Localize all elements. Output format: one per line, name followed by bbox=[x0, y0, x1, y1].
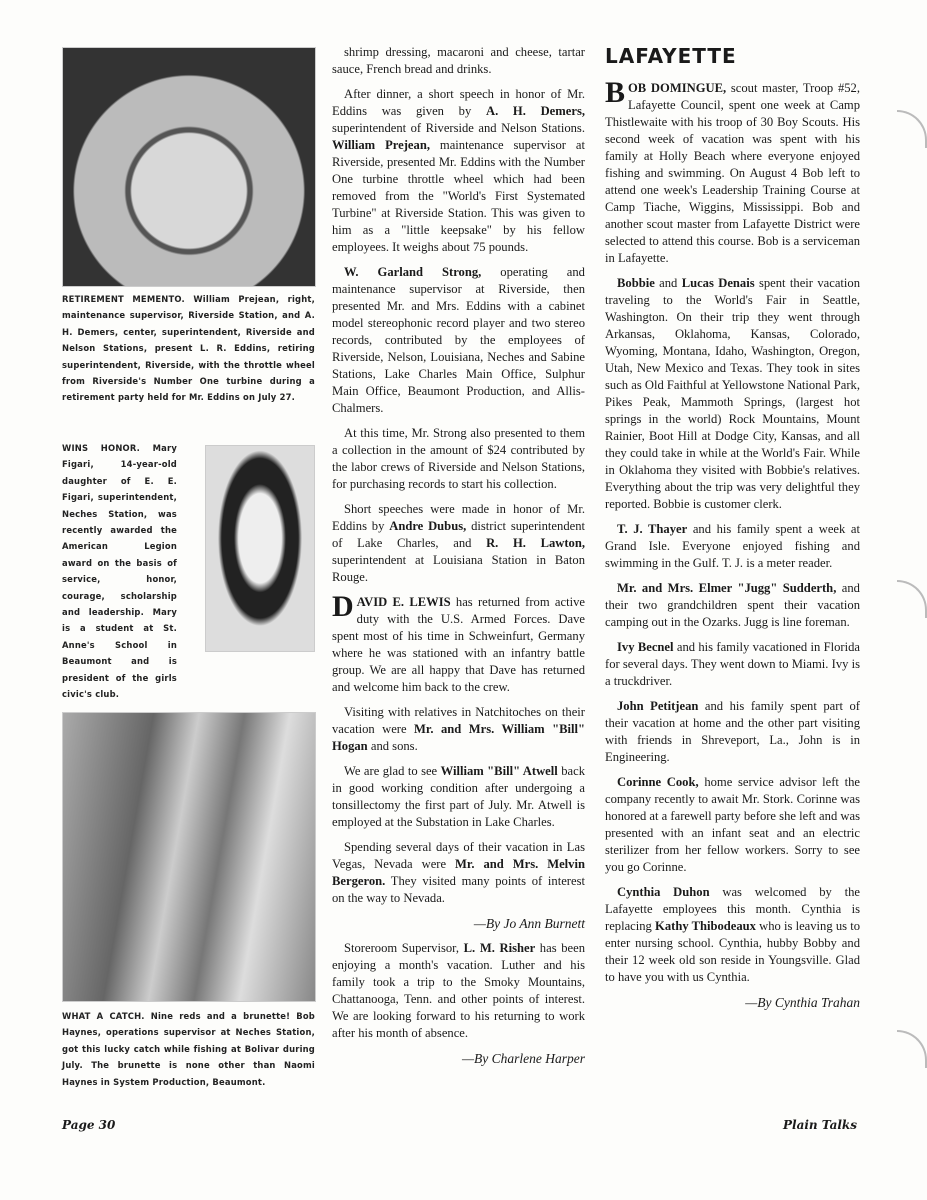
article-paragraph bbox=[332, 86, 585, 256]
bold-name: W. Garland Strong, bbox=[344, 265, 482, 279]
bold-name: Bobbie bbox=[617, 276, 655, 290]
text-run: was welcomed by the Lafayette employees this month. Cynthia is replacing bbox=[605, 885, 860, 933]
text-run: and his family vacationed in Florida for several days. They went down to Miami. Ivy is a truckdriver. bbox=[605, 640, 860, 688]
drop-cap: D bbox=[332, 590, 354, 623]
page-number: Page 30 bbox=[62, 1118, 116, 1132]
bold-name: Cynthia Duhon bbox=[617, 885, 710, 899]
article-paragraph bbox=[605, 521, 860, 572]
retirement-photo bbox=[62, 47, 316, 287]
text-run: After dinner, a short speech in honor of Mr. Eddins was given by bbox=[332, 87, 585, 118]
retirement-caption: RETIREMENT MEMENTO. William Prejean, right, maintenance supervisor, Riverside Station, and A. H. Demers, center, superintendent, Riverside and Nelson Stations, present L. R. Eddins, retiring superintendent, Riverside, with the throttle wheel from Riverside's Number One turbine during a retirement party held for Mr. Eddins on July 27. bbox=[62, 294, 315, 403]
bold-name: R. H. Lawton, bbox=[486, 536, 586, 550]
text-run: who is leaving us to enter nursing school. Cynthia, hubby Bobby and their 12 week old son reside in Youngsville. Glad to have you with us Cynthia. bbox=[605, 919, 860, 984]
middle-column bbox=[332, 44, 585, 1075]
article-paragraph bbox=[332, 839, 585, 907]
text-run: shrimp dressing, macaroni and cheese, tartar sauce, French bread and drinks. bbox=[332, 45, 585, 76]
article-paragraph bbox=[332, 590, 585, 696]
text-run: and sons. bbox=[367, 739, 418, 753]
bold-name: Ivy Becnel bbox=[617, 640, 674, 654]
article-paragraph bbox=[605, 275, 860, 513]
bold-name: John Petitjean bbox=[617, 699, 699, 713]
text-run: has returned from active duty with the U.S. Armed Forces. Dave spent most of his time in Schweinfurt, Germany where he was stationed with an infantry battle group. We are all happy that Dave has returned and welcome him back to the crew. bbox=[332, 595, 585, 694]
bold-name: Lucas Denais bbox=[681, 276, 755, 290]
article-paragraph bbox=[605, 639, 860, 690]
text-run: home service advisor left the company recently to await Mr. Stork. Corinne was honored at a farewell party before she left and was presented with an infant seat and an electric sterilizer from her fellow workers. Sorry to see you go Corinne. bbox=[605, 775, 860, 874]
text-run: Visiting with relatives in Natchitoches on their vacation were bbox=[332, 705, 585, 736]
byline: —By Cynthia Trahan bbox=[745, 995, 860, 1010]
text-run: spent their vacation traveling to the World's Fair in Seattle, Washington. On their trip they went through Arkansas, Oklahoma, Kansas, Colorado, Wyoming, Montana, Idaho, Washington, Oregon, Utah, New Mexico and Texas. They took in sites such as Old Faithful at Yellowstone National Park, Pikes Peak, Mammoth Springs, (largest hot springs in the world) Rock Mountains, Mount Rainier, Boot Hill at Dodge City, Kansas, and all they could take in while at the World's Fair. While in Oklahoma they visited with Bobbie's relatives. Everything about the trip was very delightful they reported. Bobbie is customer clerk. bbox=[605, 276, 860, 511]
byline: —By Jo Ann Burnett bbox=[473, 916, 585, 931]
article-paragraph bbox=[605, 698, 860, 766]
bold-name: OB DOMINGUE, bbox=[628, 81, 727, 95]
text-run: maintenance supervisor at Riverside, presented Mr. Eddins with the Number One turbine throttle wheel which had been removed from the "World's First Systemated Turbine" at Riverside Station. This was given to him as a "little keepsake" by his fellow employees. It weighs about 75 pounds. bbox=[332, 138, 585, 254]
bold-name: AVID E. LEWIS bbox=[356, 595, 451, 609]
bold-name: William Prejean, bbox=[332, 138, 430, 152]
bold-name: L. M. Risher bbox=[463, 941, 536, 955]
article-paragraph bbox=[332, 940, 585, 1042]
article-paragraph bbox=[332, 763, 585, 831]
article-paragraph bbox=[605, 774, 860, 876]
bold-name: Mr. and Mrs. Elmer "Jugg" Sudderth, bbox=[617, 581, 837, 595]
honor-caption: WINS HONOR. Mary Figari, 14-year-old daughter of E. E. Figari, superintendent, Neches Station, was recently awarded the American Legion award on the basis of service, honor, courage, scholarship and leadership. Mary is a student at St. Anne's School in Beaumont and is president of the girls civic's club. bbox=[62, 443, 177, 700]
article-paragraph bbox=[332, 425, 585, 493]
article-paragraph bbox=[605, 580, 860, 631]
bold-name: T. J. Thayer bbox=[617, 522, 688, 536]
bold-name: Kathy Thibodeaux bbox=[655, 919, 756, 933]
section-heading-lafayette: LAFAYETTE bbox=[605, 44, 737, 68]
article-paragraph bbox=[332, 264, 585, 417]
article-paragraph bbox=[332, 501, 585, 586]
binder-hole-mark bbox=[897, 1030, 927, 1068]
text-run: Storeroom Supervisor, bbox=[344, 941, 464, 955]
bold-name: Mr. and Mrs. Melvin Bergeron. bbox=[332, 857, 585, 888]
text-run: and their two grandchildren spent their vacation camping out in the Ozarks. Jugg is line foreman. bbox=[605, 581, 860, 629]
drop-cap: B bbox=[605, 76, 626, 109]
text-run: has been enjoying a month's vacation. Luther and his family took a trip to the Smoky Mountains, Chattanooga, Tenn. and other points of interest. We are looking forward to his returning to work after his month of absence. bbox=[332, 941, 585, 1040]
bold-name: Mr. and Mrs. William "Bill" Hogan bbox=[332, 722, 585, 753]
text-run: and his family spent a week at Grand Isle. Everyone enjoyed fishing and swimming in the Gulf. T. J. is a meter reader. bbox=[605, 522, 860, 570]
bold-name: Andre Dubus, bbox=[389, 519, 467, 533]
right-column bbox=[605, 76, 860, 1019]
text-run: They visited many points of interest on the way to Nevada. bbox=[332, 874, 585, 905]
text-run: We are glad to see bbox=[344, 764, 441, 778]
fish-catch-photo bbox=[62, 712, 316, 1002]
article-paragraph bbox=[332, 704, 585, 755]
mary-figari-photo bbox=[205, 445, 315, 652]
text-run: At this time, Mr. Strong also presented to them a collection in the amount of $24 contributed by the labor crews of Riverside and Nelson Stations, for purchasing records to start his collection. bbox=[332, 426, 585, 491]
text-run: Short speeches were made in honor of Mr. Eddins by bbox=[332, 502, 585, 533]
text-run: scout master, Troop #52, Lafayette Council, spent one week at Camp Thistlewaite with his troop of 30 Boy Scouts. His second week of vacation was spent with his family at Holly Beach where everyone enjoyed fishing and swimming. On August 4 Bob left to attend one week's Leadership Training Course at Camp Tiache, Wiggins, Mississippi. Bob and another scout master from Lafayette District were selected to attend this course. Bob is a serviceman in Lafayette. bbox=[605, 81, 860, 265]
article-paragraph bbox=[605, 884, 860, 986]
article-paragraph bbox=[332, 44, 585, 78]
text-run: and bbox=[654, 276, 682, 290]
article-paragraph bbox=[605, 76, 860, 267]
bold-name: A. H. Demers, bbox=[485, 104, 585, 118]
binder-hole-mark bbox=[897, 110, 927, 148]
text-run: district superintendent of Lake Charles, and bbox=[332, 519, 585, 550]
binder-hole-mark bbox=[897, 580, 927, 618]
bold-name: Corinne Cook, bbox=[617, 775, 699, 789]
bold-name: William "Bill" Atwell bbox=[440, 764, 558, 778]
text-run: back in good working condition after undergoing a tonsillectomy the first part of July. Mr. Atwell is employed at the Substation in Lake Charles. bbox=[332, 764, 585, 829]
text-run: and his family spent part of their vacation at home and the other part visiting with friends in Shreveport, La., John is in Engineering. bbox=[605, 699, 860, 764]
catch-caption: WHAT A CATCH. Nine reds and a brunette! Bob Haynes, operations supervisor at Neches Station, got this lucky catch while fishing at Bolivar during July. The brunette is none other than Naomi Haynes in System Production, Beaumont. bbox=[62, 1011, 315, 1087]
text-run: superintendent at Louisiana Station in Baton Rouge. bbox=[332, 553, 585, 584]
text-run: Spending several days of their vacation in Las Vegas, Nevada were bbox=[332, 840, 585, 871]
text-run: operating and maintenance supervisor at Riverside, then presented Mr. and Mrs. Eddins with a cabinet model stereophonic record player and two stereo records, contributed by the employees of Riverside, Nelson, Louisiana, Neches and Sabine Stations, Lake Charles Main Office, Sulphur Main Office, Beaumont Production, and Allis-Chalmers. bbox=[332, 265, 585, 415]
text-run: superintendent of Riverside and Nelson Stations. bbox=[332, 121, 585, 135]
byline: —By Charlene Harper bbox=[462, 1051, 585, 1066]
publication-name: Plain Talks bbox=[782, 1118, 857, 1132]
